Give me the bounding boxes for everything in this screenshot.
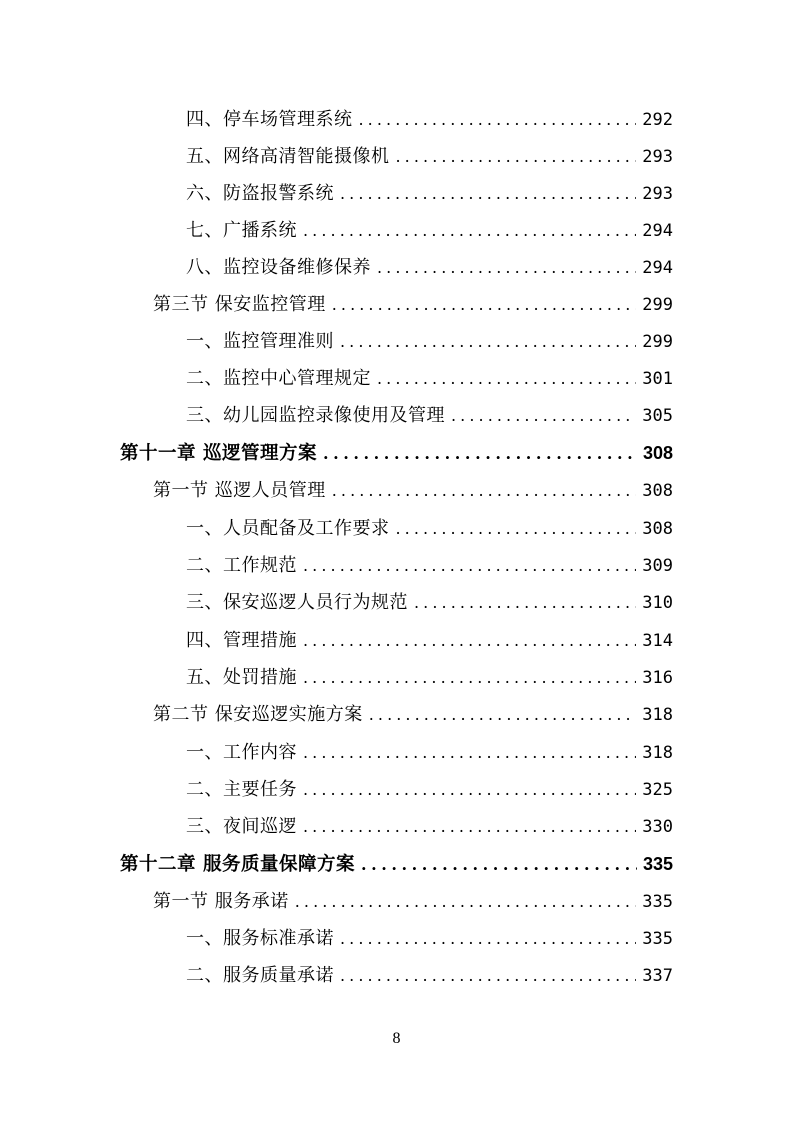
toc-entry-title: 一、人员配备及工作要求 — [186, 518, 390, 539]
toc-entry-title: 五、处罚措施 — [186, 667, 297, 688]
dot-leader — [340, 961, 636, 991]
dot-leader — [303, 663, 636, 693]
toc-entry-page: 308 — [642, 481, 673, 501]
toc-entry-page: 308 — [642, 519, 673, 539]
toc-entry-page: 316 — [642, 668, 673, 688]
toc-entry-title: 七、广播系统 — [186, 220, 297, 241]
dot-leader — [332, 290, 637, 320]
toc-entry[interactable] — [186, 364, 673, 394]
toc-entry-page: 293 — [642, 184, 673, 204]
toc-entry-page: 318 — [642, 743, 673, 763]
toc-entry[interactable] — [186, 961, 673, 991]
toc-entry-title: 二、监控中心管理规定 — [186, 368, 371, 389]
toc-entry[interactable] — [186, 514, 673, 544]
dot-leader — [303, 551, 636, 581]
dot-leader — [303, 216, 636, 246]
toc-entry-page: 318 — [642, 705, 673, 725]
toc-entry-page: 310 — [642, 593, 673, 613]
toc-entry[interactable] — [120, 849, 673, 879]
toc-entry[interactable] — [186, 179, 673, 209]
toc-entry-title: 四、停车场管理系统 — [186, 109, 353, 130]
toc-entry-page: 299 — [642, 295, 673, 315]
dot-leader — [303, 775, 636, 805]
toc-entry-title: 第三节 保安监控管理 — [153, 294, 326, 315]
toc-entry[interactable] — [186, 626, 673, 656]
dot-leader — [369, 700, 637, 730]
dot-leader — [361, 850, 637, 880]
dot-leader — [340, 327, 636, 357]
toc-entry[interactable] — [153, 290, 673, 320]
toc-entry-page: 335 — [642, 892, 673, 912]
toc-entry-title: 二、工作规范 — [186, 555, 297, 576]
toc-entry[interactable] — [186, 775, 673, 805]
toc-entry-title: 一、服务标准承诺 — [186, 928, 334, 949]
toc-entry-title: 三、保安巡逻人员行为规范 — [186, 592, 408, 613]
toc-entry-page: 299 — [642, 332, 673, 352]
toc-entry-title: 八、监控设备维修保养 — [186, 257, 371, 278]
dot-leader — [303, 812, 636, 842]
toc-entry-page: 314 — [642, 631, 673, 651]
dot-leader — [396, 142, 637, 172]
toc-entry-page: 294 — [642, 221, 673, 241]
page-number: 8 — [392, 1030, 401, 1047]
dot-leader — [340, 179, 636, 209]
toc-entry[interactable] — [186, 253, 673, 283]
toc-entry-page: 292 — [642, 110, 673, 130]
toc-entry-page: 335 — [642, 854, 673, 874]
dot-leader — [340, 924, 636, 954]
toc-entry-page: 294 — [642, 258, 673, 278]
dot-leader — [396, 514, 637, 544]
toc-entry-title: 第十二章 服务质量保障方案 — [120, 854, 355, 875]
dot-leader — [414, 588, 636, 618]
dot-leader — [377, 253, 636, 283]
toc-entry-title: 二、主要任务 — [186, 779, 297, 800]
toc-entry-title: 二、服务质量承诺 — [186, 965, 334, 986]
dot-leader — [359, 105, 637, 135]
dot-leader — [451, 401, 636, 431]
dot-leader — [295, 887, 637, 917]
toc-entry[interactable] — [186, 663, 673, 693]
toc-entry-page: 305 — [642, 406, 673, 426]
toc-entry[interactable] — [120, 438, 673, 468]
toc-entry-page: 308 — [642, 443, 673, 463]
dot-leader — [332, 476, 637, 506]
toc-entry[interactable] — [186, 216, 673, 246]
toc-entry-title: 一、监控管理准则 — [186, 331, 334, 352]
toc-entry-page: 301 — [642, 369, 673, 389]
dot-leader — [303, 738, 636, 768]
toc-entry[interactable] — [186, 588, 673, 618]
toc-entry-page: 293 — [642, 147, 673, 167]
toc-entry-title: 三、夜间巡逻 — [186, 816, 297, 837]
toc-entry[interactable] — [186, 924, 673, 954]
toc-entry-title: 三、幼儿园监控录像使用及管理 — [186, 405, 445, 426]
toc-entry-page: 325 — [642, 780, 673, 800]
toc-entry-page: 309 — [642, 556, 673, 576]
toc-entry-title: 第二节 保安巡逻实施方案 — [153, 704, 363, 725]
toc-entry-page: 335 — [642, 929, 673, 949]
toc-entry-title: 六、防盗报警系统 — [186, 183, 334, 204]
toc-entry[interactable] — [186, 738, 673, 768]
toc-entry-title: 第一节 服务承诺 — [153, 891, 289, 912]
toc-entry[interactable] — [153, 476, 673, 506]
toc-entry[interactable] — [186, 327, 673, 357]
toc-entry-title: 第一节 巡逻人员管理 — [153, 480, 326, 501]
dot-leader — [303, 626, 636, 656]
toc-entry-title: 一、工作内容 — [186, 742, 297, 763]
toc-entry[interactable] — [186, 142, 673, 172]
dot-leader — [323, 439, 637, 469]
toc-entry-page: 337 — [642, 966, 673, 986]
toc-entry[interactable] — [186, 105, 673, 135]
toc-entry-title: 第十一章 巡逻管理方案 — [120, 443, 317, 464]
toc-entry-title: 四、管理措施 — [186, 630, 297, 651]
toc-entry[interactable] — [186, 551, 673, 581]
toc-entry[interactable] — [153, 700, 673, 730]
toc-entry[interactable] — [186, 812, 673, 842]
toc-entry[interactable] — [186, 401, 673, 431]
toc-entry-title: 五、网络高清智能摄像机 — [186, 146, 390, 167]
dot-leader — [377, 364, 636, 394]
toc-entry-page: 330 — [642, 817, 673, 837]
toc-entry[interactable] — [153, 887, 673, 917]
